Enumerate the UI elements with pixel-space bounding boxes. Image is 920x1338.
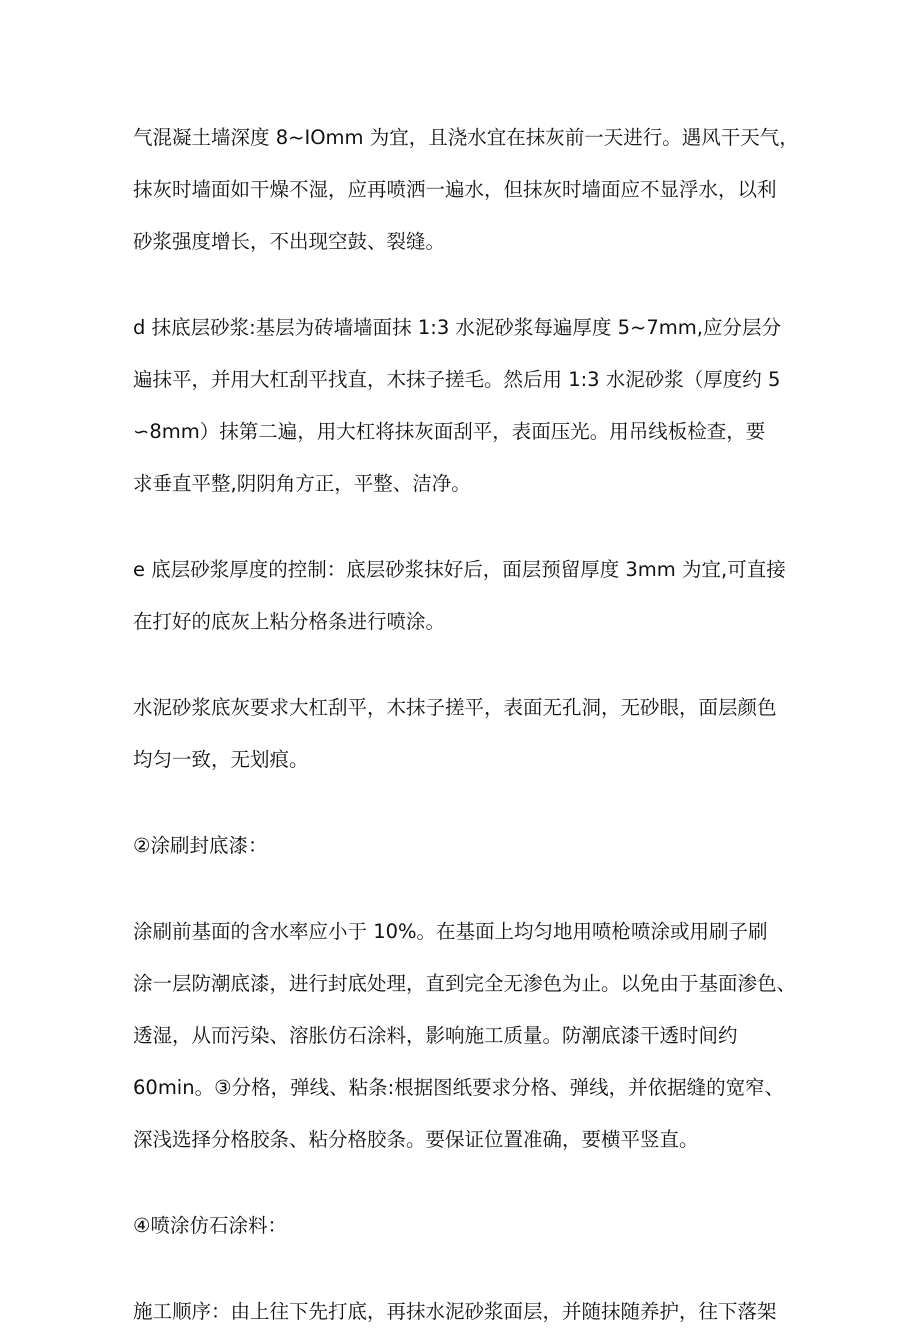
text-line: 60min。③分格，弹线、粘条:根据图纸要求分格、弹线，并依据缝的宽窄、 bbox=[133, 1076, 785, 1099]
text-line: 在打好的底灰上粘分格条进行喷涂。 bbox=[133, 610, 446, 633]
section-heading: ④喷涂仿石涂料： bbox=[133, 1214, 287, 1237]
text-line: 透湿，从而污染、溶胀仿石涂料，影响施工质量。防潮底漆干透时间约 bbox=[133, 1024, 738, 1047]
text-line: 涂刷前基面的含水率应小于 10%。在基面上均匀地用喷枪喷涂或用刷子刷 bbox=[133, 920, 768, 943]
text-line: 施工顺序：由上往下先打底，再抹水泥砂浆面层，并随抹随养护，往下落架 bbox=[133, 1300, 777, 1323]
section-heading: ②涂刷封底漆： bbox=[133, 834, 268, 857]
text-line: e 底层砂浆厚度的控制：底层砂浆抹好后，面层预留厚度 3mm 为宜,可直接 bbox=[133, 558, 786, 581]
section-heading-stone-paint-spraying bbox=[133, 1200, 818, 1252]
text-line: 抹灰时墙面如干燥不湿，应再喷洒一遍水，但抹灰时墙面应不显浮水，以利 bbox=[133, 178, 777, 201]
text-line: 遍抹平，并用大杠刮平找直，木抹子搓毛。然后用 1:3 水泥砂浆（厚度约 5 bbox=[133, 368, 781, 391]
document-body bbox=[133, 112, 818, 1338]
paragraph-step-e-thickness-control bbox=[133, 544, 818, 648]
text-line: 砂浆强度增长，不出现空鼓、裂缝。 bbox=[133, 230, 446, 253]
paragraph-construction-sequence bbox=[133, 1286, 818, 1338]
text-line: d 抹底层砂浆:基层为砖墙墙面抹 1:3 水泥砂浆每遍厚度 5~7mm,应分层分 bbox=[133, 316, 781, 339]
paragraph-step-d-base-mortar bbox=[133, 302, 818, 510]
text-line: 气混凝土墙深度 8~IOmm 为宜，且浇水宜在抹灰前一天进行。遇风干天气， bbox=[133, 126, 799, 149]
text-line: 水泥砂浆底灰要求大杠刮平，木抹子搓平，表面无孔洞，无砂眼，面层颜色 bbox=[133, 696, 777, 719]
paragraph-aerated-concrete-watering bbox=[133, 112, 818, 268]
text-line: ∽8mm）抹第二遍，用大杠将抹灰面刮平，表面压光。用吊线板检查，要 bbox=[133, 420, 766, 443]
section-heading-sealer-primer bbox=[133, 820, 818, 872]
paragraph-sealer-application bbox=[133, 906, 818, 1166]
paragraph-base-coat-requirements bbox=[133, 682, 818, 786]
text-line: 求垂直平整,阴阴角方正，平整、洁净。 bbox=[133, 472, 471, 495]
text-line: 均匀一致，无划痕。 bbox=[133, 748, 309, 771]
text-line: 深浅选择分格胶条、粘分格胶条。要保证位置准确，要横平竖直。 bbox=[133, 1128, 699, 1151]
text-line: 涂一层防潮底漆，进行封底处理，直到完全无渗色为止。以免由于基面渗色、 bbox=[133, 972, 797, 995]
